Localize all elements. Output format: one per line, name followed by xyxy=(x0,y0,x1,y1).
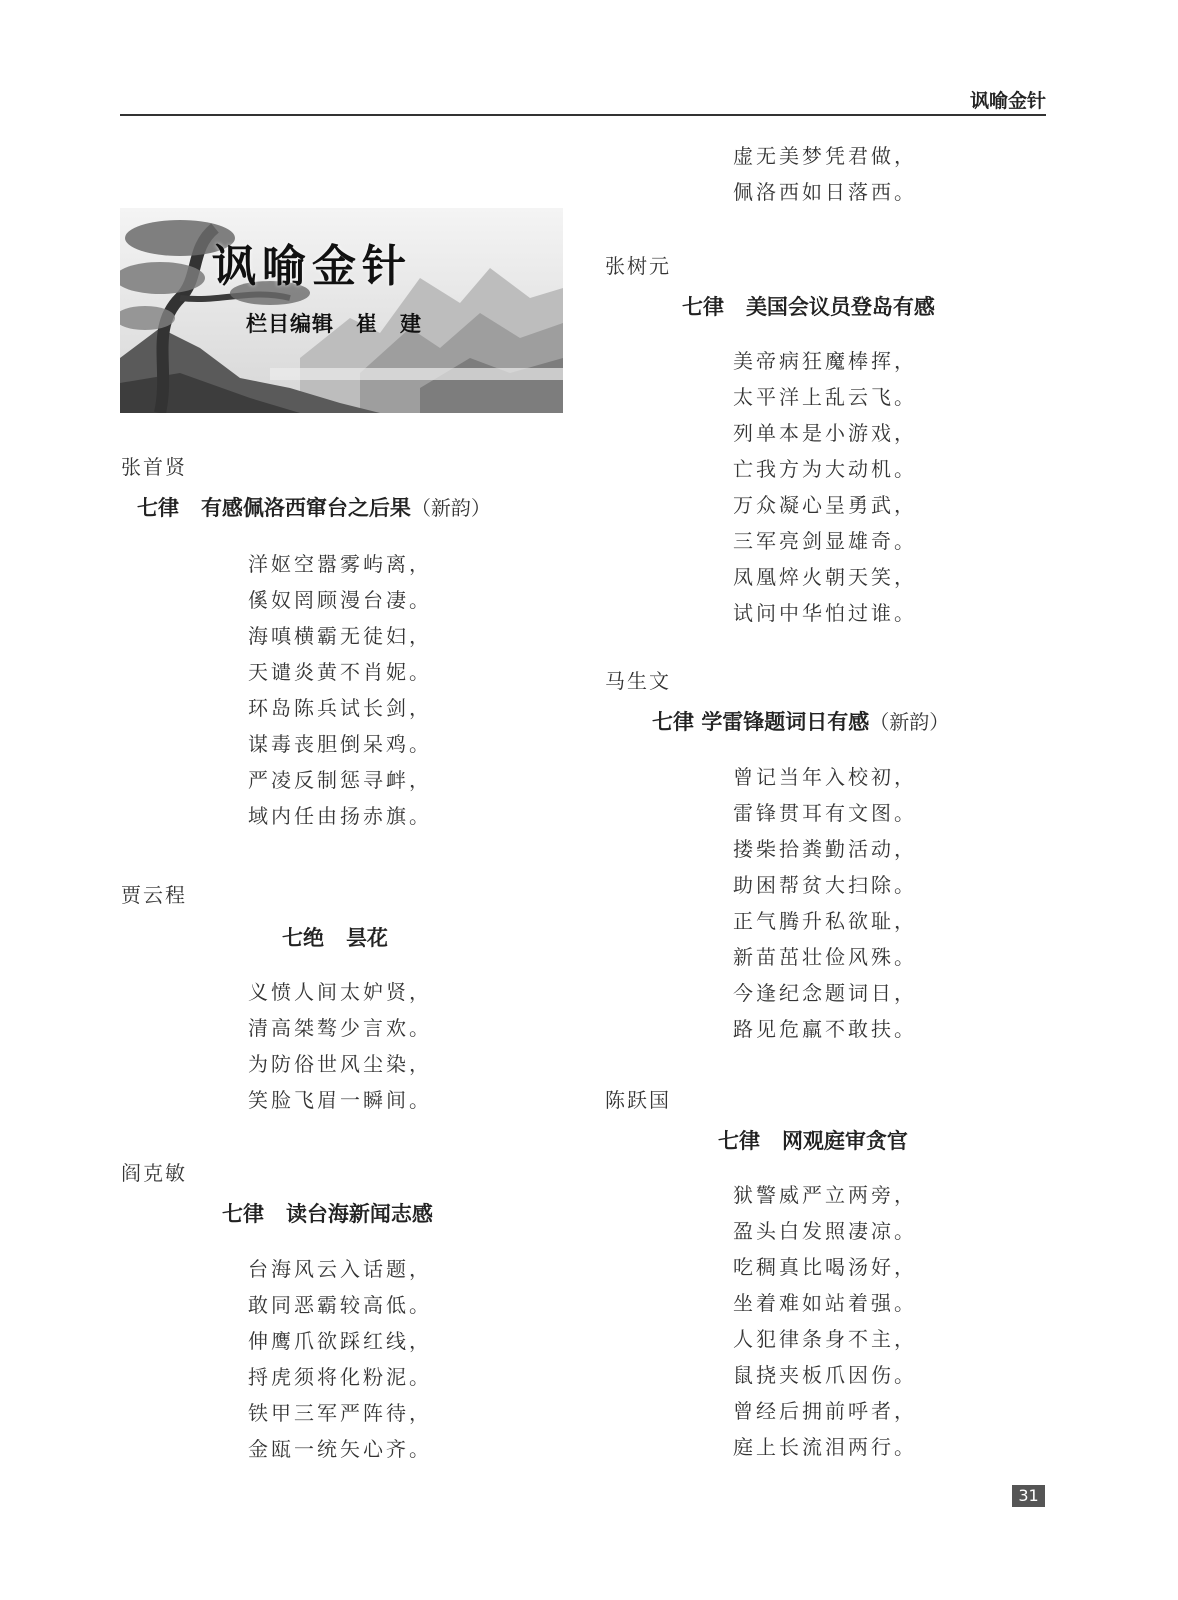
poem-author: 陈跃国 xyxy=(605,1088,671,1112)
poem-line: 三军亮剑显雄奇。 xyxy=(733,529,917,553)
poem-lines xyxy=(733,343,917,631)
banner-editor: 栏目编辑 崔 建 xyxy=(246,312,422,336)
poem-title xyxy=(222,1198,433,1228)
poem-lines xyxy=(733,1177,917,1465)
poem-author: 贾云程 xyxy=(121,883,187,907)
poem-line: 万众凝心呈勇武， xyxy=(733,493,917,517)
poem-line: 今逢纪念题词日， xyxy=(733,981,917,1005)
poem-line: 天谴炎黄不肖妮。 xyxy=(248,660,432,684)
poem-line: 列单本是小游戏， xyxy=(733,421,917,445)
poem-lines xyxy=(248,546,432,834)
poem-title xyxy=(282,922,388,952)
poem-line: 笑脸飞眉一瞬间。 xyxy=(248,1088,432,1112)
poem-line: 义愤人间太妒贤， xyxy=(248,980,432,1004)
poem-title-text: 网观庭审贪官 xyxy=(781,1129,908,1153)
poem-line: 曾经后拥前呼者， xyxy=(733,1399,917,1423)
poem-line: 清高桀骜少言欢。 xyxy=(248,1016,432,1040)
poem-line: 傒奴罔顾漫台凄。 xyxy=(248,588,432,612)
poem-form: 七绝 xyxy=(282,926,324,950)
poem-form: 七律 xyxy=(652,710,694,734)
poem-line: 鼠挠夹板爪因伤。 xyxy=(733,1363,917,1387)
poem-line: 谋毒丧胆倒呆鸡。 xyxy=(248,732,432,756)
page-number: 31 xyxy=(1012,1485,1045,1507)
poem-author: 阎克敏 xyxy=(121,1161,187,1185)
poem-line: 雷锋贯耳有文图。 xyxy=(733,801,917,825)
poem-line: 庭上长流泪两行。 xyxy=(733,1435,917,1459)
poem-line: 海嗔横霸无徒妇， xyxy=(248,624,432,648)
column-banner xyxy=(120,208,563,413)
poem-line: 盈头白发照凄凉。 xyxy=(733,1219,917,1243)
poem-author: 张首贤 xyxy=(121,455,187,479)
running-header-title: 讽喻金针 xyxy=(969,90,1046,112)
poem-title-text: 昙花 xyxy=(345,926,388,950)
poem-line: 太平洋上乱云飞。 xyxy=(733,385,917,409)
poem-form: 七律 xyxy=(682,295,724,319)
poem-line: 试问中华怕过谁。 xyxy=(733,601,917,625)
poem-line: 金瓯一统矢心齐。 xyxy=(248,1437,432,1461)
poem-title xyxy=(718,1125,908,1155)
poem-lines xyxy=(248,974,432,1118)
poem-line: 亡我方为大动机。 xyxy=(733,457,917,481)
poem-line: 正气腾升私欲耻， xyxy=(733,909,917,933)
poem-line: 虚无美梦凭君做， xyxy=(733,144,917,168)
poem-line: 为防俗世风尘染， xyxy=(248,1052,432,1076)
poem-line: 曾记当年入校初， xyxy=(733,765,917,789)
poem-line: 域内任由扬赤旗。 xyxy=(248,804,432,828)
banner-title: 讽喻金针 xyxy=(212,241,412,292)
poem-title xyxy=(137,492,491,522)
poem-title-text: 读台海新闻志感 xyxy=(285,1202,433,1226)
poem-line: 捋虎须将化粉泥。 xyxy=(248,1365,432,1389)
poem-lines xyxy=(248,1251,432,1467)
poem-author: 马生文 xyxy=(605,669,671,693)
poem-form: 七律 xyxy=(137,496,179,520)
poem-line: 路见危羸不敢扶。 xyxy=(733,1017,917,1041)
poem-title-text: 学雷锋题词日有感 xyxy=(701,710,870,734)
poem-author: 张树元 xyxy=(605,254,671,278)
poem-line: 铁甲三军严阵待， xyxy=(248,1401,432,1425)
poem-title-text: 有感佩洛西窜台之后果 xyxy=(200,496,411,520)
poem-line: 人犯律条身不主， xyxy=(733,1327,917,1351)
poem-line: 美帝病狂魔棒挥， xyxy=(733,349,917,373)
poem-note: （新韵） xyxy=(869,710,950,734)
poem-line: 搂柴拾粪勤活动， xyxy=(733,837,917,861)
poem-line: 洋妪空嚣雾屿离， xyxy=(248,552,432,576)
poem-line: 台海风云入话题， xyxy=(248,1257,432,1281)
poem-form: 七律 xyxy=(718,1129,760,1153)
poem-line: 凤凰焠火朝天笑， xyxy=(733,565,917,589)
poem-title xyxy=(682,291,935,321)
poem-line: 环岛陈兵试长剑， xyxy=(248,696,432,720)
poem-title xyxy=(652,706,949,736)
poem-note: （新韵） xyxy=(410,496,491,520)
poem-lines xyxy=(733,138,917,210)
poem-line: 助困帮贫大扫除。 xyxy=(733,873,917,897)
header-rule xyxy=(120,114,1046,116)
poem-line: 新苗茁壮俭风殊。 xyxy=(733,945,917,969)
poem-line: 佩洛西如日落西。 xyxy=(733,180,917,204)
poem-lines xyxy=(733,759,917,1047)
poem-line: 敢同恶霸较高低。 xyxy=(248,1293,432,1317)
poem-form: 七律 xyxy=(222,1202,264,1226)
poem-title-text: 美国会议员登岛有感 xyxy=(745,295,935,319)
poem-line: 吃稠真比喝汤好， xyxy=(733,1255,917,1279)
poem-line: 坐着难如站着强。 xyxy=(733,1291,917,1315)
poem-line: 严凌反制惩寻衅， xyxy=(248,768,432,792)
poem-line: 狱警威严立两旁， xyxy=(733,1183,917,1207)
poem-line: 伸鹰爪欲踩红线， xyxy=(248,1329,432,1353)
